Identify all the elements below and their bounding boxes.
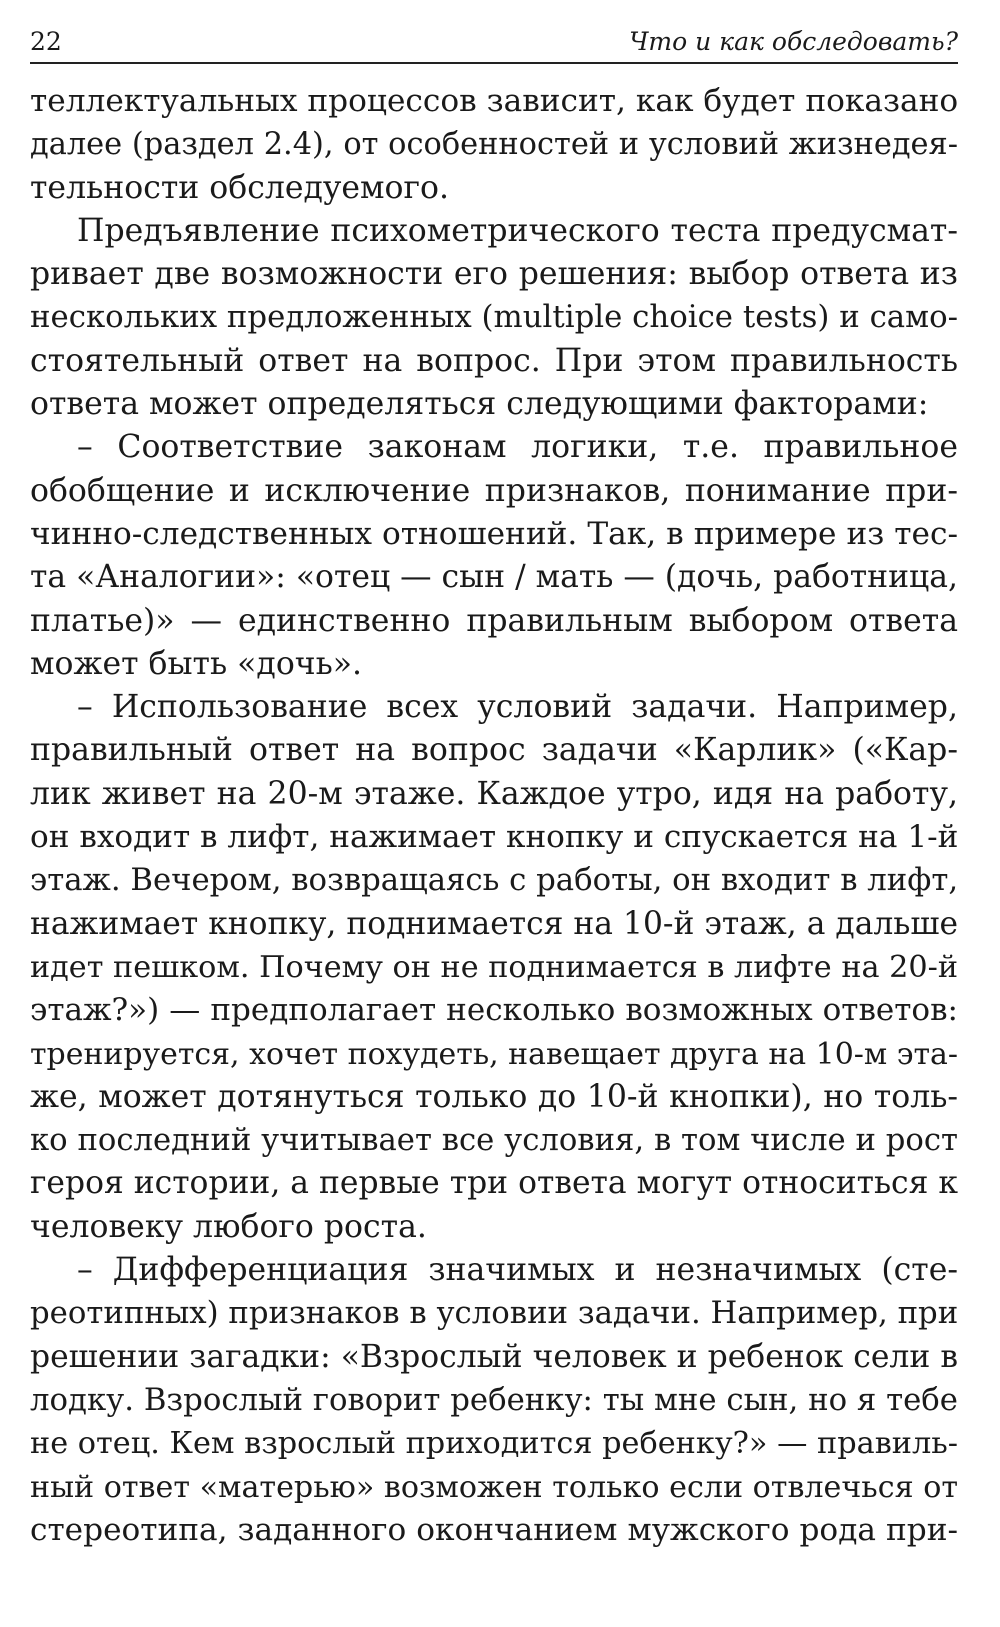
text-line: правильный ответ на вопрос задачи «Карлик» («Кар- — [30, 732, 958, 769]
text-line: – Использование всех условий задачи. Например, — [77, 689, 958, 726]
text-line: стереотипа, заданного окончанием мужского рода при- — [30, 1511, 958, 1548]
text-line: платье)» — единственно правильным выбором ответа — [30, 602, 958, 639]
running-head — [30, 18, 958, 64]
text-line: человеку любого роста. — [30, 1208, 427, 1245]
text-line: далее (раздел 2.4), от особенностей и условий жизнедея- — [30, 127, 958, 163]
book-page — [30, 18, 958, 1618]
text-line: же, может дотянуться только до 10-й кнопки), но толь- — [30, 1078, 958, 1115]
text-line: решении загадки: «Взрослый человек и ребенок сели в — [30, 1338, 958, 1375]
text-line: – Дифференциация значимых и незначимых (сте- — [77, 1252, 958, 1289]
text-line: лик живет на 20-м этаже. Каждое утро, идя на работу, — [30, 775, 958, 812]
text-line: обобщение и исключение признаков, понимание при- — [30, 472, 958, 509]
text-line: та «Аналогии»: «отец — сын / мать — (дочь, работница, — [30, 559, 958, 596]
text-line: идет пешком. Почему он не поднимается в лифте на 20-й — [30, 949, 959, 985]
text-line: героя истории, а первые три ответа могут относиться к — [30, 1165, 958, 1202]
text-line: реотипных) признаков в условии задачи. Например, при — [30, 1295, 959, 1332]
text-line: ривает две возможности его решения: выбор ответа из — [30, 256, 958, 293]
text-line: не отец. Кем взрослый приходится ребенку?» — правиль- — [30, 1426, 958, 1462]
text-line: этаж. Вечером, возвращаясь с работы, он входит в лифт, — [30, 862, 959, 899]
text-line: тренируется, хочет похудеть, навещает друга на 10-м эта- — [30, 1036, 958, 1072]
body-text — [30, 80, 958, 1552]
text-line: тельности обследуемого. — [30, 169, 450, 206]
text-line: ответа может определяться следующими факторами: — [30, 386, 929, 423]
text-line: – Соответствие законам логики, т.е. правильное — [77, 429, 958, 466]
running-title: Что и как обследовать? — [629, 27, 958, 56]
page-number: 22 — [30, 27, 62, 56]
text-line: этаж?») — предполагает несколько возможных ответов: — [30, 992, 958, 1029]
text-line: лодку. Взрослый говорит ребенку: ты мне сын, но я тебе — [30, 1381, 958, 1418]
text-line: нескольких предложенных (multiple choice tests) и само- — [30, 299, 958, 336]
text-line: стоятельный ответ на вопрос. При этом правильность — [30, 342, 958, 379]
text-line: теллектуальных процессов зависит, как будет показано — [30, 83, 959, 119]
text-line: Предъявление психометрического теста предусмат- — [77, 212, 958, 249]
text-line: нажимает кнопку, поднимается на 10-й этаж, а дальше — [30, 905, 958, 942]
text-line: он входит в лифт, нажимает кнопку и спускается на 1-й — [30, 819, 959, 856]
text-line: ко последний учитывает все условия, в том числе и рост — [30, 1123, 958, 1159]
text-line: чинно-следственных отношений. Так, в примере из тес- — [30, 515, 958, 552]
text-line: может быть «дочь». — [30, 645, 363, 682]
text-line: ный ответ «матерью» возможен только если отвлечься от — [30, 1469, 958, 1505]
